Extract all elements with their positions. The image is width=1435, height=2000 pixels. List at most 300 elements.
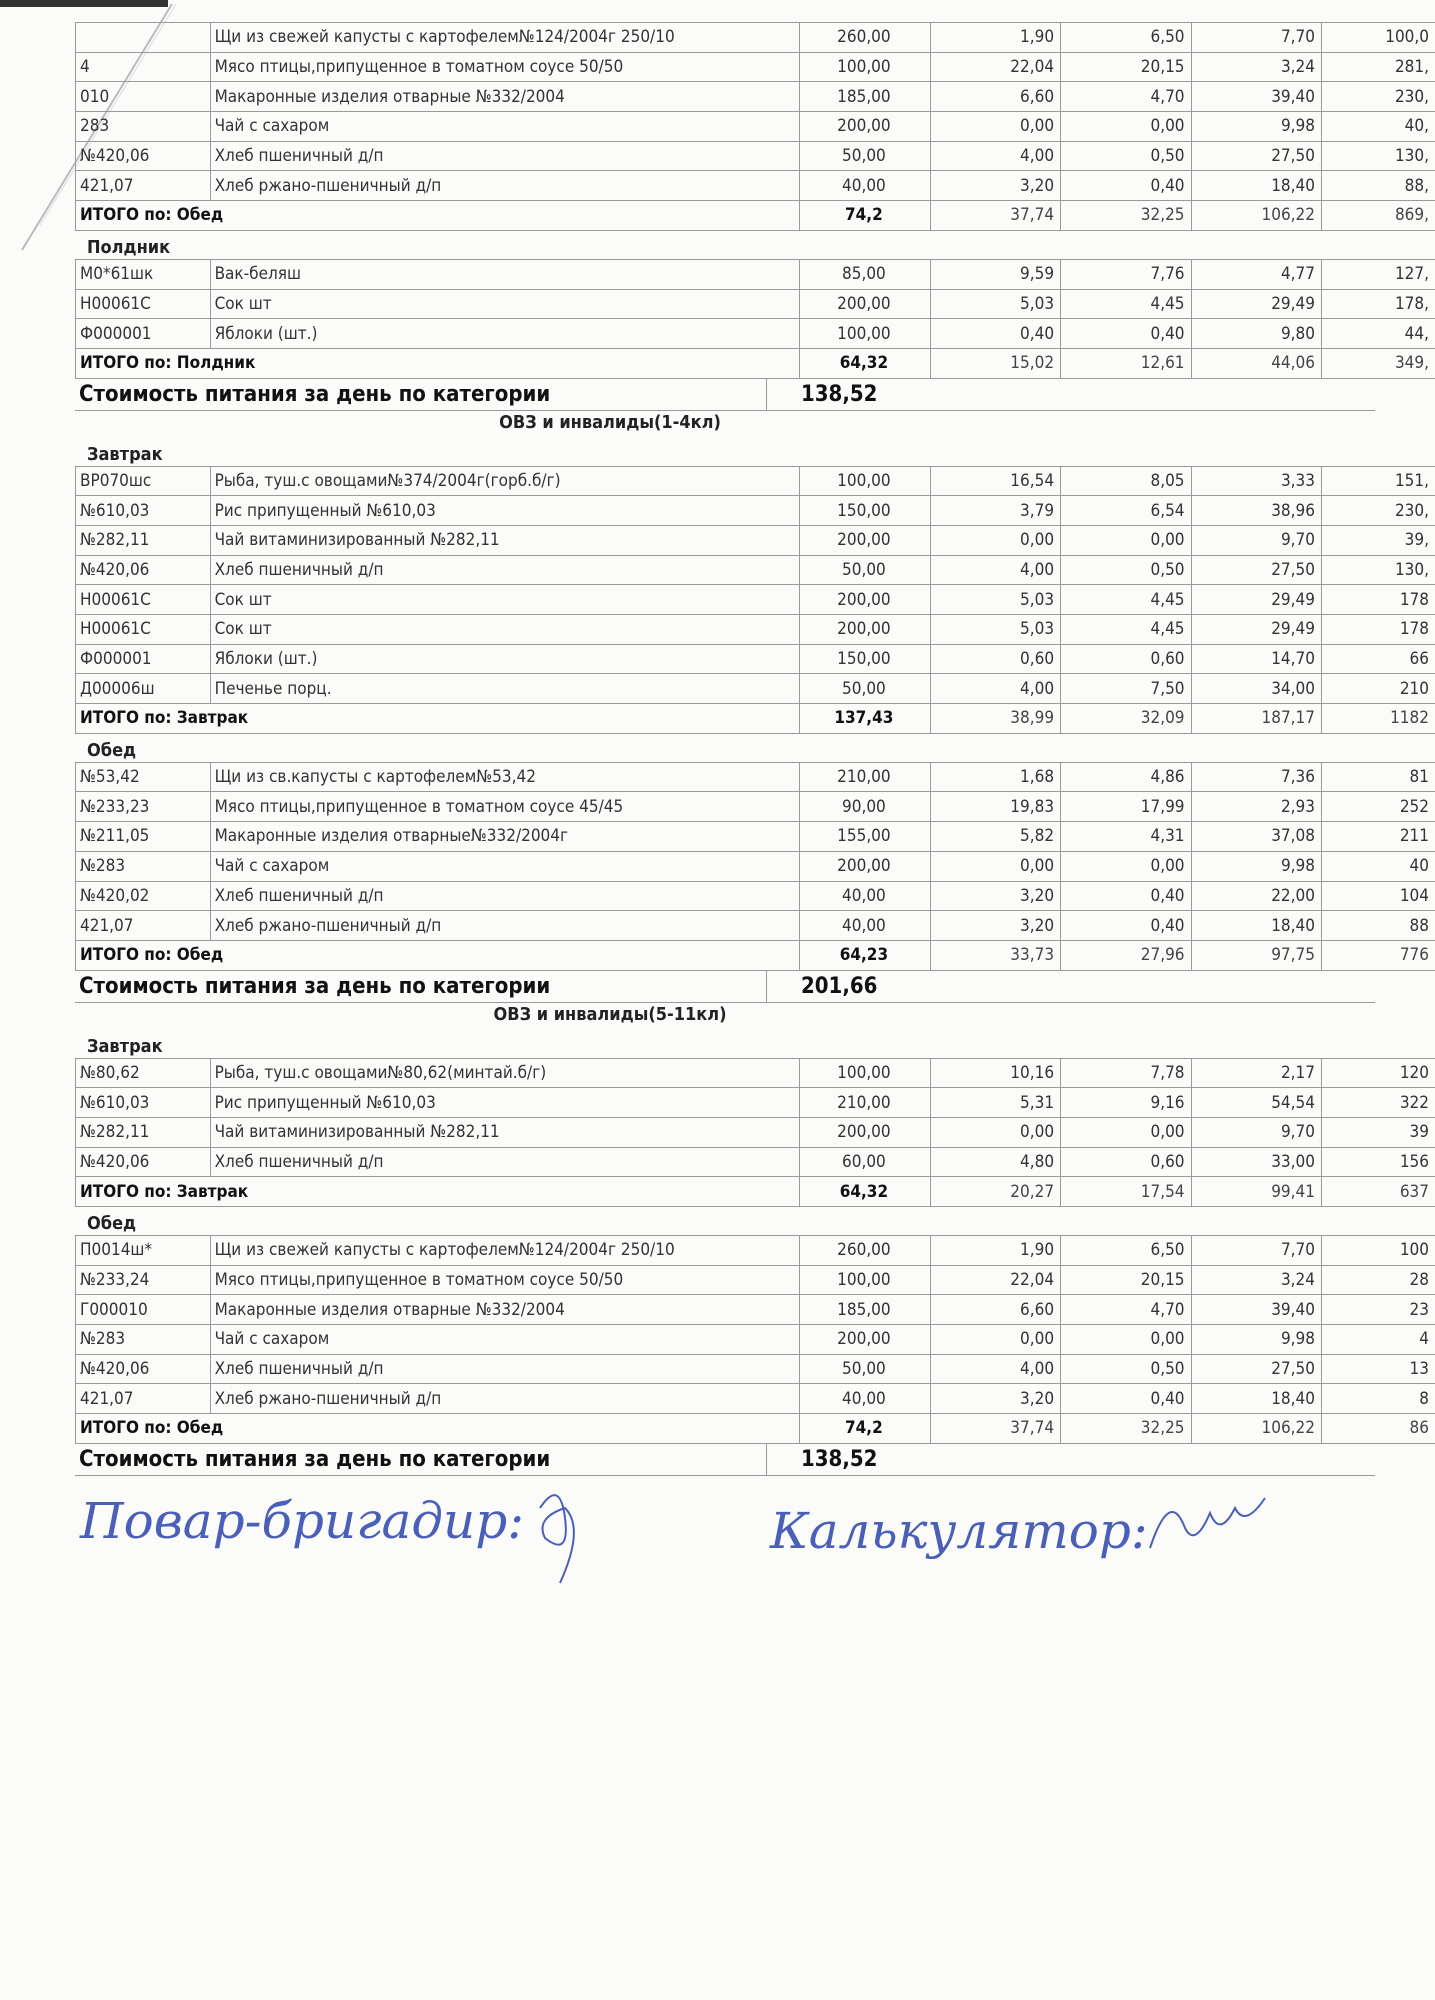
signatures — [70, 1478, 1415, 1588]
table-row — [76, 1088, 1435, 1118]
dish-name: Рыба, туш.с овощами№80,62(минтай.б/г) — [210, 1058, 800, 1088]
dish-name: Чай витаминизированный №282,11 — [210, 525, 800, 555]
daily-cost-label: Стоимость питания за день по категории — [75, 1444, 767, 1475]
dish-name: Щи из свежей капусты с картофелем№124/2004г 250/10 — [210, 23, 800, 53]
total-proteins: 37,74 — [930, 201, 1060, 231]
energy-value: 230, — [1321, 496, 1435, 526]
energy-value: 210 — [1321, 674, 1435, 704]
recipe-code: Ф000001 — [76, 319, 211, 349]
proteins: 10,16 — [930, 1058, 1060, 1088]
calculator-signature: Калькулятор: — [770, 1502, 1148, 1560]
recipe-code: №420,06 — [76, 555, 211, 585]
category-title: ОВЗ и инвалиды(5-11кл) — [493, 1003, 727, 1025]
portion-weight: 50,00 — [800, 1354, 930, 1384]
portion-weight: 185,00 — [800, 82, 930, 112]
carbohydrates: 18,40 — [1191, 1384, 1321, 1414]
fats: 0,50 — [1061, 141, 1191, 171]
carbohydrates: 4,77 — [1191, 259, 1321, 289]
fats: 0,40 — [1061, 881, 1191, 911]
chef-scribble — [540, 1495, 574, 1583]
proteins: 0,60 — [930, 644, 1060, 674]
portion-weight: 210,00 — [800, 1088, 930, 1118]
total-proteins: 20,27 — [930, 1177, 1060, 1207]
proteins: 5,03 — [930, 585, 1060, 615]
total-energy: 1182 — [1321, 704, 1435, 734]
fats: 0,50 — [1061, 1354, 1191, 1384]
fats: 9,16 — [1061, 1088, 1191, 1118]
proteins: 0,00 — [930, 525, 1060, 555]
portion-weight: 200,00 — [800, 1117, 930, 1147]
fats: 6,50 — [1061, 23, 1191, 53]
portion-weight: 150,00 — [800, 496, 930, 526]
table-row — [76, 82, 1435, 112]
portion-weight: 40,00 — [800, 171, 930, 201]
proteins: 0,00 — [930, 112, 1060, 142]
chef-signature: Повар-бригадир: — [80, 1492, 525, 1550]
dish-name: Чай с сахаром — [210, 1325, 800, 1355]
carbohydrates: 3,33 — [1191, 466, 1321, 496]
portion-weight: 185,00 — [800, 1295, 930, 1325]
proteins: 1,68 — [930, 762, 1060, 792]
proteins: 6,60 — [930, 82, 1060, 112]
signature-area — [70, 1478, 1415, 1588]
table-row — [76, 911, 1435, 941]
proteins: 0,00 — [930, 851, 1060, 881]
proteins: 16,54 — [930, 466, 1060, 496]
table-row — [76, 319, 1435, 349]
recipe-code: №53,42 — [76, 762, 211, 792]
total-carbohydrates: 106,22 — [1191, 1414, 1321, 1444]
total-proteins: 15,02 — [930, 348, 1060, 378]
recipe-code: №610,03 — [76, 496, 211, 526]
portion-weight: 210,00 — [800, 762, 930, 792]
carbohydrates: 29,49 — [1191, 615, 1321, 645]
portion-weight: 155,00 — [800, 822, 930, 852]
total-proteins: 33,73 — [930, 940, 1060, 970]
total-carbohydrates: 187,17 — [1191, 704, 1321, 734]
recipe-code: Н00061С — [76, 585, 211, 615]
daily-cost-row — [75, 971, 1375, 1003]
energy-value: 127, — [1321, 259, 1435, 289]
total-carbohydrates: 97,75 — [1191, 940, 1321, 970]
carbohydrates: 34,00 — [1191, 674, 1321, 704]
energy-value: 178, — [1321, 289, 1435, 319]
calculator-scribble — [1150, 1498, 1265, 1548]
meal-label: Обед — [87, 739, 137, 761]
table-row — [76, 644, 1435, 674]
carbohydrates: 39,40 — [1191, 82, 1321, 112]
total-price: 74,2 — [800, 1414, 930, 1444]
total-energy: 776 — [1321, 940, 1435, 970]
energy-value: 100,0 — [1321, 23, 1435, 53]
total-carbohydrates: 99,41 — [1191, 1177, 1321, 1207]
energy-value: 178 — [1321, 585, 1435, 615]
fats: 17,99 — [1061, 792, 1191, 822]
dish-name: Хлеб ржано-пшеничный д/п — [210, 1384, 800, 1414]
daily-cost-label: Стоимость питания за день по категории — [75, 379, 767, 410]
portion-weight: 150,00 — [800, 644, 930, 674]
proteins: 5,82 — [930, 822, 1060, 852]
dish-name: Яблоки (шт.) — [210, 644, 800, 674]
portion-weight: 200,00 — [800, 112, 930, 142]
portion-weight: 200,00 — [800, 525, 930, 555]
carbohydrates: 3,24 — [1191, 52, 1321, 82]
table-row — [76, 762, 1435, 792]
proteins: 4,00 — [930, 141, 1060, 171]
total-row — [76, 348, 1435, 378]
dish-name: Макаронные изделия отварные №332/2004 — [210, 1295, 800, 1325]
total-energy: 349, — [1321, 348, 1435, 378]
table-row — [76, 289, 1435, 319]
energy-value: 156 — [1321, 1147, 1435, 1177]
recipe-code: №420,02 — [76, 881, 211, 911]
fats: 4,31 — [1061, 822, 1191, 852]
energy-value: 4 — [1321, 1325, 1435, 1355]
proteins: 0,00 — [930, 1117, 1060, 1147]
total-price: 137,43 — [800, 704, 930, 734]
total-row — [76, 704, 1435, 734]
proteins: 5,03 — [930, 289, 1060, 319]
recipe-code: Д00006ш — [76, 674, 211, 704]
fats: 0,00 — [1061, 851, 1191, 881]
total-label: ИТОГО по: Обед — [76, 940, 800, 970]
dish-name: Яблоки (шт.) — [210, 319, 800, 349]
dish-name: Чай с сахаром — [210, 851, 800, 881]
portion-weight: 60,00 — [800, 1147, 930, 1177]
fats: 0,60 — [1061, 1147, 1191, 1177]
carbohydrates: 2,93 — [1191, 792, 1321, 822]
carbohydrates: 9,70 — [1191, 525, 1321, 555]
table-row — [76, 1354, 1435, 1384]
proteins: 22,04 — [930, 52, 1060, 82]
total-fats: 27,96 — [1061, 940, 1191, 970]
meal-label: Обед — [87, 1213, 137, 1234]
dish-name: Хлеб пшеничный д/п — [210, 1354, 800, 1384]
energy-value: 66 — [1321, 644, 1435, 674]
proteins: 3,79 — [930, 496, 1060, 526]
fats: 0,60 — [1061, 644, 1191, 674]
table-row — [76, 23, 1435, 53]
portion-weight: 50,00 — [800, 141, 930, 171]
table-row — [76, 615, 1435, 645]
carbohydrates: 18,40 — [1191, 171, 1321, 201]
carbohydrates: 27,50 — [1191, 141, 1321, 171]
proteins: 1,90 — [930, 23, 1060, 53]
dish-name: Хлеб пшеничный д/п — [210, 555, 800, 585]
proteins: 4,00 — [930, 1354, 1060, 1384]
total-energy: 86 — [1321, 1414, 1435, 1444]
energy-value: 100 — [1321, 1236, 1435, 1266]
energy-value: 252 — [1321, 792, 1435, 822]
dish-name: Сок шт — [210, 289, 800, 319]
fats: 7,76 — [1061, 259, 1191, 289]
table-row — [76, 1325, 1435, 1355]
energy-value: 178 — [1321, 615, 1435, 645]
total-energy: 869, — [1321, 201, 1435, 231]
total-fats: 32,09 — [1061, 704, 1191, 734]
fats: 0,40 — [1061, 911, 1191, 941]
portion-weight: 40,00 — [800, 881, 930, 911]
energy-value: 322 — [1321, 1088, 1435, 1118]
recipe-code: 010 — [76, 82, 211, 112]
table-row — [76, 112, 1435, 142]
total-label: ИТОГО по: Обед — [76, 1414, 800, 1444]
energy-value: 151, — [1321, 466, 1435, 496]
table-row — [76, 1295, 1435, 1325]
fats: 8,05 — [1061, 466, 1191, 496]
dish-name: Чай витаминизированный №282,11 — [210, 1117, 800, 1147]
table-row — [76, 1117, 1435, 1147]
energy-value: 39 — [1321, 1117, 1435, 1147]
menu-table — [75, 1235, 1435, 1444]
proteins: 3,20 — [930, 171, 1060, 201]
fats: 7,50 — [1061, 674, 1191, 704]
portion-weight: 40,00 — [800, 1384, 930, 1414]
daily-cost-value: 201,66 — [801, 973, 878, 999]
total-proteins: 37,74 — [930, 1414, 1060, 1444]
carbohydrates: 7,70 — [1191, 23, 1321, 53]
total-fats: 32,25 — [1061, 201, 1191, 231]
energy-value: 130, — [1321, 141, 1435, 171]
energy-value: 39, — [1321, 525, 1435, 555]
fats: 20,15 — [1061, 1265, 1191, 1295]
energy-value: 40 — [1321, 851, 1435, 881]
recipe-code — [76, 23, 211, 53]
total-label: ИТОГО по: Завтрак — [76, 1177, 800, 1207]
total-row — [76, 201, 1435, 231]
table-row — [76, 1384, 1435, 1414]
daily-cost-row — [75, 1444, 1375, 1476]
total-row — [76, 1414, 1435, 1444]
dish-name: Мясо птицы,припущенное в томатном соусе 50/50 — [210, 1265, 800, 1295]
fats: 4,45 — [1061, 615, 1191, 645]
energy-value: 28 — [1321, 1265, 1435, 1295]
proteins: 3,20 — [930, 1384, 1060, 1414]
table-row — [76, 141, 1435, 171]
table-row — [76, 822, 1435, 852]
fats: 0,40 — [1061, 171, 1191, 201]
proteins: 0,00 — [930, 1325, 1060, 1355]
recipe-code: №283 — [76, 851, 211, 881]
fats: 0,00 — [1061, 1117, 1191, 1147]
table-row — [76, 851, 1435, 881]
total-label: ИТОГО по: Обед — [76, 201, 800, 231]
proteins: 19,83 — [930, 792, 1060, 822]
table-row — [76, 496, 1435, 526]
portion-weight: 100,00 — [800, 52, 930, 82]
total-price: 64,32 — [800, 1177, 930, 1207]
menu-document — [75, 22, 1435, 1476]
energy-value: 88, — [1321, 171, 1435, 201]
carbohydrates: 9,70 — [1191, 1117, 1321, 1147]
dish-name: Щи из свежей капусты с картофелем№124/2004г 250/10 — [210, 1236, 800, 1266]
dish-name: Макаронные изделия отварные №332/2004 — [210, 82, 800, 112]
fats: 4,70 — [1061, 1295, 1191, 1325]
portion-weight: 40,00 — [800, 911, 930, 941]
portion-weight: 200,00 — [800, 585, 930, 615]
carbohydrates: 38,96 — [1191, 496, 1321, 526]
dish-name: Хлеб пшеничный д/п — [210, 141, 800, 171]
proteins: 3,20 — [930, 911, 1060, 941]
total-price: 64,32 — [800, 348, 930, 378]
dish-name: Сок шт — [210, 615, 800, 645]
dish-name: Макаронные изделия отварные№332/2004г — [210, 822, 800, 852]
table-row — [76, 1058, 1435, 1088]
table-row — [76, 1265, 1435, 1295]
portion-weight: 100,00 — [800, 1058, 930, 1088]
portion-weight: 200,00 — [800, 851, 930, 881]
recipe-code: Г000010 — [76, 1295, 211, 1325]
recipe-code: №211,05 — [76, 822, 211, 852]
dish-name: Сок шт — [210, 585, 800, 615]
energy-value: 230, — [1321, 82, 1435, 112]
menu-table — [75, 762, 1435, 971]
dish-name: Рис припущенный №610,03 — [210, 496, 800, 526]
daily-cost-value: 138,52 — [801, 381, 878, 407]
total-row — [76, 940, 1435, 970]
carbohydrates: 9,98 — [1191, 851, 1321, 881]
table-row — [76, 1236, 1435, 1266]
fats: 0,50 — [1061, 555, 1191, 585]
table-row — [76, 52, 1435, 82]
carbohydrates: 54,54 — [1191, 1088, 1321, 1118]
carbohydrates: 33,00 — [1191, 1147, 1321, 1177]
portion-weight: 200,00 — [800, 289, 930, 319]
recipe-code: Н00061С — [76, 615, 211, 645]
fats: 0,00 — [1061, 1325, 1191, 1355]
energy-value: 8 — [1321, 1384, 1435, 1414]
energy-value: 23 — [1321, 1295, 1435, 1325]
fats: 20,15 — [1061, 52, 1191, 82]
table-row — [76, 792, 1435, 822]
recipe-code: №283 — [76, 1325, 211, 1355]
table-row — [76, 555, 1435, 585]
energy-value: 40, — [1321, 112, 1435, 142]
total-carbohydrates: 44,06 — [1191, 348, 1321, 378]
fats: 4,45 — [1061, 289, 1191, 319]
table-row — [76, 525, 1435, 555]
fats: 6,50 — [1061, 1236, 1191, 1266]
recipe-code: 4 — [76, 52, 211, 82]
carbohydrates: 29,49 — [1191, 585, 1321, 615]
dish-name: Хлеб ржано-пшеничный д/п — [210, 171, 800, 201]
carbohydrates: 9,80 — [1191, 319, 1321, 349]
table-row — [76, 585, 1435, 615]
total-price: 74,2 — [800, 201, 930, 231]
recipe-code: №420,06 — [76, 141, 211, 171]
carbohydrates: 14,70 — [1191, 644, 1321, 674]
table-row — [76, 259, 1435, 289]
proteins: 4,80 — [930, 1147, 1060, 1177]
recipe-code: №80,62 — [76, 1058, 211, 1088]
total-label: ИТОГО по: Полдник — [76, 348, 800, 378]
recipe-code: ВР070шс — [76, 466, 211, 496]
carbohydrates: 9,98 — [1191, 112, 1321, 142]
proteins: 4,00 — [930, 555, 1060, 585]
energy-value: 88 — [1321, 911, 1435, 941]
total-fats: 12,61 — [1061, 348, 1191, 378]
total-carbohydrates: 106,22 — [1191, 201, 1321, 231]
carbohydrates: 3,24 — [1191, 1265, 1321, 1295]
total-fats: 17,54 — [1061, 1177, 1191, 1207]
meal-label: Полдник — [87, 236, 171, 258]
recipe-code: Н00061С — [76, 289, 211, 319]
dish-name: Мясо птицы,припущенное в томатном соусе 45/45 — [210, 792, 800, 822]
proteins: 0,40 — [930, 319, 1060, 349]
total-energy: 637 — [1321, 1177, 1435, 1207]
dish-name: Чай с сахаром — [210, 112, 800, 142]
carbohydrates: 18,40 — [1191, 911, 1321, 941]
table-row — [76, 1147, 1435, 1177]
total-row — [76, 1177, 1435, 1207]
recipe-code: М0*61шк — [76, 259, 211, 289]
daily-cost-label: Стоимость питания за день по категории — [75, 971, 767, 1002]
fats: 0,00 — [1061, 525, 1191, 555]
menu-table — [75, 1058, 1435, 1207]
menu-table — [75, 259, 1435, 379]
proteins: 4,00 — [930, 674, 1060, 704]
carbohydrates: 2,17 — [1191, 1058, 1321, 1088]
dish-name: Рыба, туш.с овощами№374/2004г(горб.б/г) — [210, 466, 800, 496]
dish-name: Рис припущенный №610,03 — [210, 1088, 800, 1118]
portion-weight: 50,00 — [800, 555, 930, 585]
recipe-code: №233,23 — [76, 792, 211, 822]
dish-name: Хлеб пшеничный д/п — [210, 1147, 800, 1177]
recipe-code: 283 — [76, 112, 211, 142]
energy-value: 81 — [1321, 762, 1435, 792]
carbohydrates: 29,49 — [1191, 289, 1321, 319]
daily-cost-row — [75, 379, 1375, 411]
portion-weight: 260,00 — [800, 1236, 930, 1266]
recipe-code: Ф000001 — [76, 644, 211, 674]
carbohydrates: 37,08 — [1191, 822, 1321, 852]
total-proteins: 38,99 — [930, 704, 1060, 734]
portion-weight: 85,00 — [800, 259, 930, 289]
total-label: ИТОГО по: Завтрак — [76, 704, 800, 734]
proteins: 5,31 — [930, 1088, 1060, 1118]
recipe-code: 421,07 — [76, 911, 211, 941]
portion-weight: 100,00 — [800, 319, 930, 349]
fats: 0,40 — [1061, 1384, 1191, 1414]
recipe-code: №420,06 — [76, 1147, 211, 1177]
menu-table — [75, 22, 1435, 231]
fats: 0,00 — [1061, 112, 1191, 142]
carbohydrates: 7,36 — [1191, 762, 1321, 792]
portion-weight: 100,00 — [800, 1265, 930, 1295]
total-fats: 32,25 — [1061, 1414, 1191, 1444]
table-row — [76, 466, 1435, 496]
fats: 0,40 — [1061, 319, 1191, 349]
portion-weight: 50,00 — [800, 674, 930, 704]
recipe-code: №610,03 — [76, 1088, 211, 1118]
energy-value: 120 — [1321, 1058, 1435, 1088]
meal-label: Завтрак — [87, 443, 163, 465]
energy-value: 211 — [1321, 822, 1435, 852]
proteins: 3,20 — [930, 881, 1060, 911]
proteins: 6,60 — [930, 1295, 1060, 1325]
energy-value: 44, — [1321, 319, 1435, 349]
dish-name: Щи из св.капусты с картофелем№53,42 — [210, 762, 800, 792]
menu-table — [75, 466, 1435, 734]
proteins: 5,03 — [930, 615, 1060, 645]
energy-value: 281, — [1321, 52, 1435, 82]
meal-label: Завтрак — [87, 1035, 163, 1057]
dish-name: Печенье порц. — [210, 674, 800, 704]
recipe-code: П0014ш* — [76, 1236, 211, 1266]
table-row — [76, 674, 1435, 704]
energy-value: 130, — [1321, 555, 1435, 585]
fats: 4,45 — [1061, 585, 1191, 615]
